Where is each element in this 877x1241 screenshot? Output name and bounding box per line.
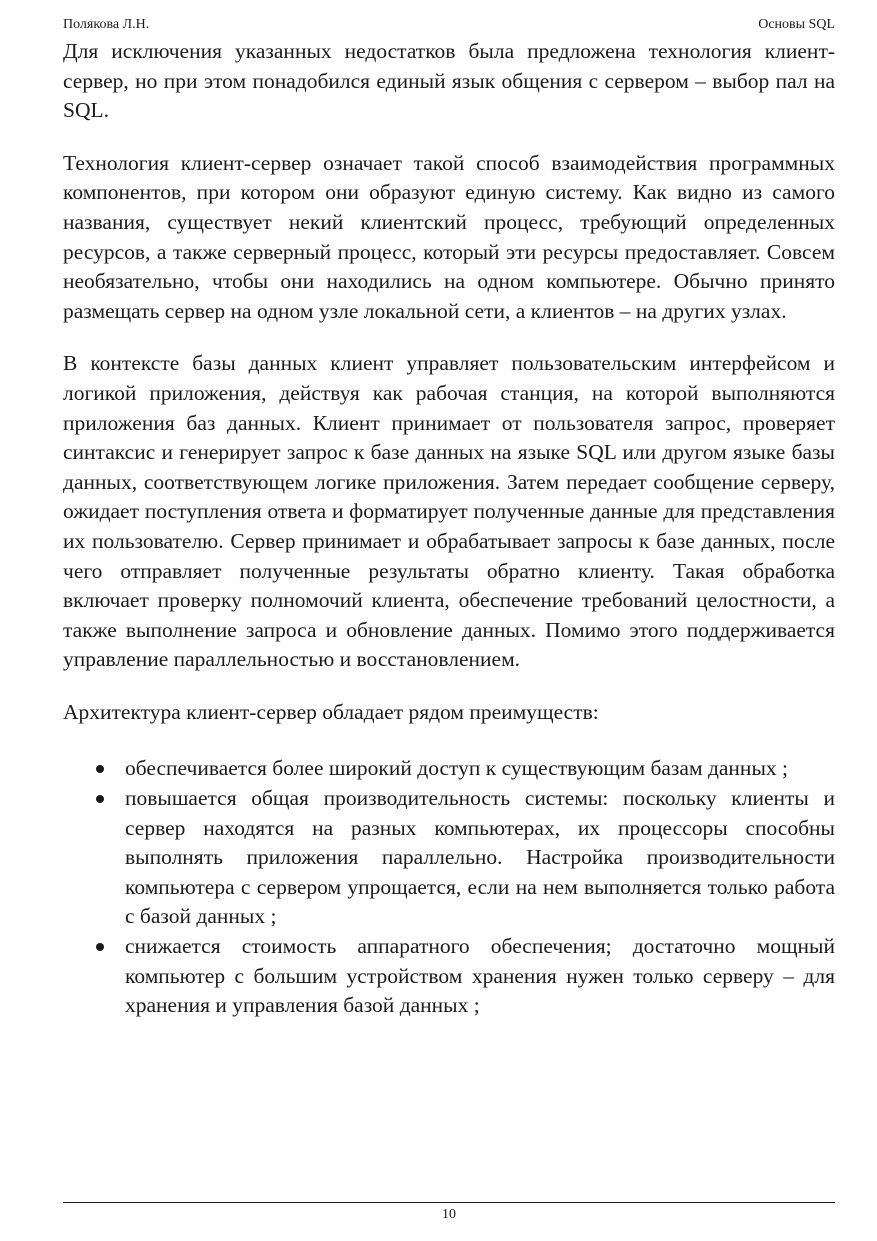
page-body — [63, 37, 835, 1021]
bullet-icon — [96, 765, 104, 773]
bullet-icon — [96, 943, 104, 951]
header-author: Полякова Л.Н. — [63, 17, 150, 32]
header-document-title: Основы SQL — [758, 17, 835, 32]
advantages-list — [63, 754, 835, 1020]
paragraph-client-server-definition: Технология клиент-сервер означает такой способ взаимодействия программных компонентов, при котором они образуют единую систему. Как видно из самого названия, существует некий клиентский процесс, требующий определенных ресурсов, а также серверный процесс, который эти ресурсы предоставляет. Совсем необязательно, чтобы они находились на одном компьютере. Обычно принято размещать сервер на одном узле локальной сети, а клиентов – на других узлах. — [63, 150, 835, 323]
list-item — [63, 932, 835, 1021]
list-item-text: обеспечивается более широкий доступ к существующим базам данных ; — [125, 756, 788, 781]
page-header — [63, 16, 835, 34]
paragraph-advantages-lead: Архитектура клиент-сервер обладает рядом преимуществ: — [63, 699, 599, 724]
list-item — [63, 784, 835, 932]
page-number: 10 — [442, 1207, 456, 1222]
list-item-text: снижается стоимость аппаратного обеспечения; достаточно мощный компьютер с большим устройством хранения нужен только серверу – для хранения и управления базой данных ; — [125, 934, 835, 1018]
paragraph-database-context: В контексте базы данных клиент управляет пользовательским интерфейсом и логикой приложения, действуя как рабочая станция, на которой выполняются приложения баз данных. Клиент принимает от пользователя запрос, проверяет синтаксис и генерирует запрос к базе данных на языке SQL или другом языке базы данных, соответствующем логике приложения. Затем передает сообщение серверу, ожидает поступления ответа и форматирует полученные данные для представления их пользователю. Сервер принимает и обрабатывает запросы к базе данных, после чего отправляет полученные результаты обратно клиенту. Такая обработка включает проверку полномочий клиента, обеспечение требований целостности, а также выполнение запроса и обновление данных. Помимо этого поддерживается управление параллельностью и восстановлением. — [63, 351, 835, 672]
paragraph-client-server-intro: Для исключения указанных недостатков была предложена технология клиент-сервер, но при этом понадобился единый язык общения с сервером – выбор пал на SQL. — [63, 39, 835, 123]
bullet-icon — [96, 795, 104, 803]
list-item-text: повышается общая производительность системы: поскольку клиенты и сервер находятся на разных компьютерах, их процессоры способны выполнять приложения параллельно. Настройка производительности компьютера с сервером упрощается, если на нем выполняется только работа с базой данных ; — [125, 786, 835, 929]
list-item — [63, 754, 835, 784]
footer-divider — [63, 1202, 835, 1203]
